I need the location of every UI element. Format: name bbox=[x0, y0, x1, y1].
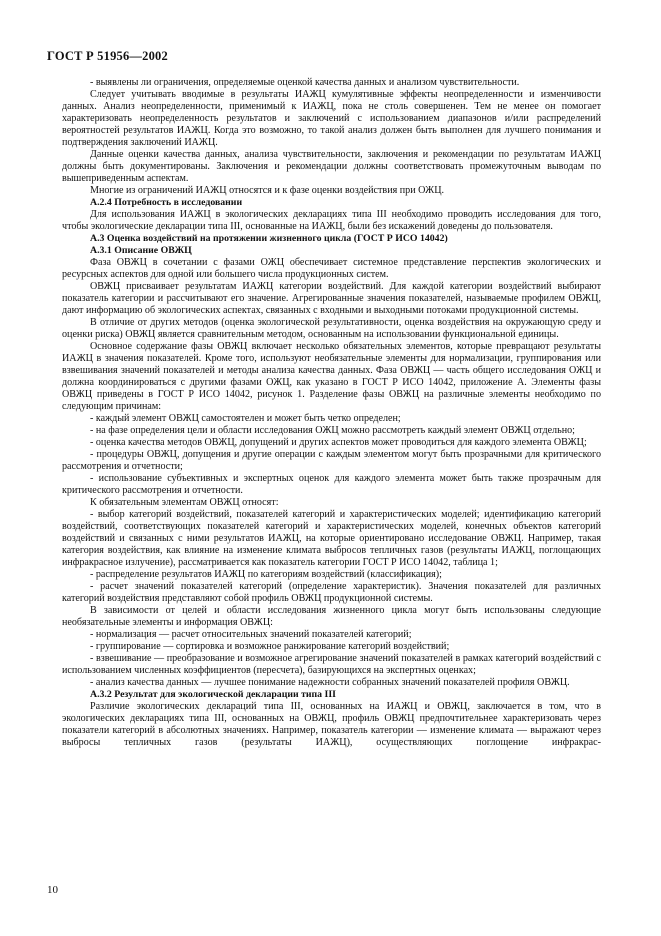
paragraph: Данные оценки качества данных, анализа чувствительности, заключения и рекомендации по результатам ИАЖЦ должны быть документированы. Заключения и рекомендации должны соответствовать промежуточным выводам по вышеприведенным аспектам. bbox=[62, 149, 601, 184]
paragraph: Основное содержание фазы ОВЖЦ включает несколько обязательных элементов, которые превращают результаты ИАЖЦ в значения показателей. Кроме того, используют необязательные элементы для нормализации, группирования или взвешивания значений показателей и методы анализа качества данных. Фаза ОВЖЦ — часть общего исследования ОЖЦ и должна координироваться с другими фазами ОЖЦ, как указано в ГОСТ Р ИСО 14042, приложение А. Элементы фазы ОВЖЦ приведены в ГОСТ Р ИСО 14042, рисунок 1. Разделение фазы ОВЖЦ на различные элементы необходимо по следующим причинам: bbox=[62, 341, 601, 412]
paragraph: - выбор категорий воздействий, показателей категорий и характеристических моделей; идентификацию категорий воздействий, соответствующих показателей категорий и характеристических моделей, конечных объектов категорий воздействий и связанных с ними результатов ИАЖЦ, на которые ориентировано исследование ОВЖЦ. Например, такая категория воздействия, как влияние на изменение климата выбросов тепличных газов (результаты ИАЖЦ, поглощающих инфракрасное излучение), рассматривается как показатель категории ГОСТ Р ИСО 14042, таблица 1; bbox=[62, 509, 601, 568]
section-heading: А.3.2 Результат для экологической декларации типа III bbox=[90, 689, 336, 700]
paragraph: - нормализация — расчет относительных значений показателей категорий; bbox=[90, 629, 412, 640]
section-heading: А.2.4 Потребность в исследовании bbox=[90, 197, 243, 208]
paragraph: - анализ качества данных — лучшее понимание надежности собранных значений показателей профиля ОВЖЦ. bbox=[90, 677, 570, 688]
section-heading: А.3 Оценка воздействий на протяжении жизненного цикла (ГОСТ Р ИСО 14042) bbox=[90, 233, 448, 244]
paragraph: - взвешивание — преобразование и возможное агрегирование значений показателей в рамках категорий воздействий с использованием численных коэффициентов (пересчета), базирующихся на экспертных оценках; bbox=[62, 653, 601, 676]
paragraph: - выявлены ли ограничения, определяемые оценкой качества данных и анализом чувствительности. bbox=[90, 77, 520, 88]
paragraph: - распределение результатов ИАЖЦ по категориям воздействий (классификация); bbox=[90, 569, 442, 580]
paragraph: - оценка качества методов ОВЖЦ, допущений и других аспектов может проводиться для каждого элемента ОВЖЦ; bbox=[90, 437, 587, 448]
paragraph: - каждый элемент ОВЖЦ самостоятелен и может быть четко определен; bbox=[90, 413, 401, 424]
paragraph: Различие экологических деклараций типа III, основанных на ИАЖЦ и ОВЖЦ, заключается в том, что в экологических декларациях типа III, основанных на ОВЖЦ, профиль ОВЖЦ предпочтительнее характеризовать через показатели категорий в абсолютных значениях. Например, показатель категории — изменение климата — выражают через выбросы тепличных газов (результаты ИАЖЦ), осуществляющих поглощение инфракрас- bbox=[62, 701, 601, 748]
paragraph: Следует учитывать вводимые в результаты ИАЖЦ кумулятивные эффекты неопределенности и изменчивости данных. Анализ неопределенности, применимый к ИАЖЦ, пока не столь совершенен. Тем не менее он помогает характеризовать неопределенность результатов и заключений с использованием диапазонов и/или распределений вероятностей результатов ИАЖЦ. Когда это возможно, то такой анализ должен быть выполнен для лучшего понимания и подтверждения заключений ИАЖЦ. bbox=[62, 89, 601, 148]
page-number: 10 bbox=[47, 884, 58, 896]
paragraph: - расчет значений показателей категорий (определение характеристик). Значения показателей для различных категорий воздействия представляют собой профиль ОВЖЦ продукционной системы. bbox=[62, 581, 601, 604]
paragraph: - на фазе определения цели и области исследования ОЖЦ можно рассмотреть каждый элемент ОВЖЦ отдельно; bbox=[90, 425, 575, 436]
section-heading: А.3.1 Описание ОВЖЦ bbox=[90, 245, 192, 256]
paragraph: - процедуры ОВЖЦ, допущения и другие операции с каждым элементом могут быть прозрачными для критического рассмотрения и отчетности; bbox=[62, 449, 601, 472]
paragraph: В зависимости от целей и области исследования жизненного цикла могут быть использованы следующие необязательные элементы и информация ОВЖЦ: bbox=[62, 605, 601, 628]
paragraph: Многие из ограничений ИАЖЦ относятся и к фазе оценки воздействия при ОЖЦ. bbox=[90, 185, 445, 196]
paragraph: В отличие от других методов (оценка экологической результативности, оценка воздействия на окружающую среду и оценки риска) ОВЖЦ является сравнительным методом, основанным на использовании функциональной единицы. bbox=[62, 317, 601, 340]
paragraph: - использование субъективных и экспертных оценок для каждого элемента может быть также прозрачным для критического рассмотрения и отчетности. bbox=[62, 473, 601, 496]
paragraph: К обязательным элементам ОВЖЦ относят: bbox=[90, 497, 279, 508]
paragraph: ОВЖЦ присваивает результатам ИАЖЦ категории воздействий. Для каждой категории воздействий выбирают показатель категории и рассчитывают его значение. Агрегированные значения показателей, называемые профилем ОВЖЦ, дают информацию об экологических аспектах, связанных с входными и выходными потоками продукционной системы. bbox=[62, 281, 601, 316]
paragraph: Для использования ИАЖЦ в экологических декларациях типа III необходимо проводить исследования для того, чтобы экологические декларации типа III, основанные на ИАЖЦ, были без искажений доведены до пользователя. bbox=[62, 209, 601, 232]
paragraph: Фаза ОВЖЦ в сочетании с фазами ОЖЦ обеспечивает системное представление перспектив экологических и ресурсных аспектов для одной или большего числа продукционных систем. bbox=[62, 257, 601, 280]
document-body bbox=[62, 77, 601, 749]
paragraph: - группирование — сортировка и возможное ранжирование категорий воздействий; bbox=[90, 641, 450, 652]
document-header: ГОСТ Р 51956—2002 bbox=[47, 49, 168, 63]
